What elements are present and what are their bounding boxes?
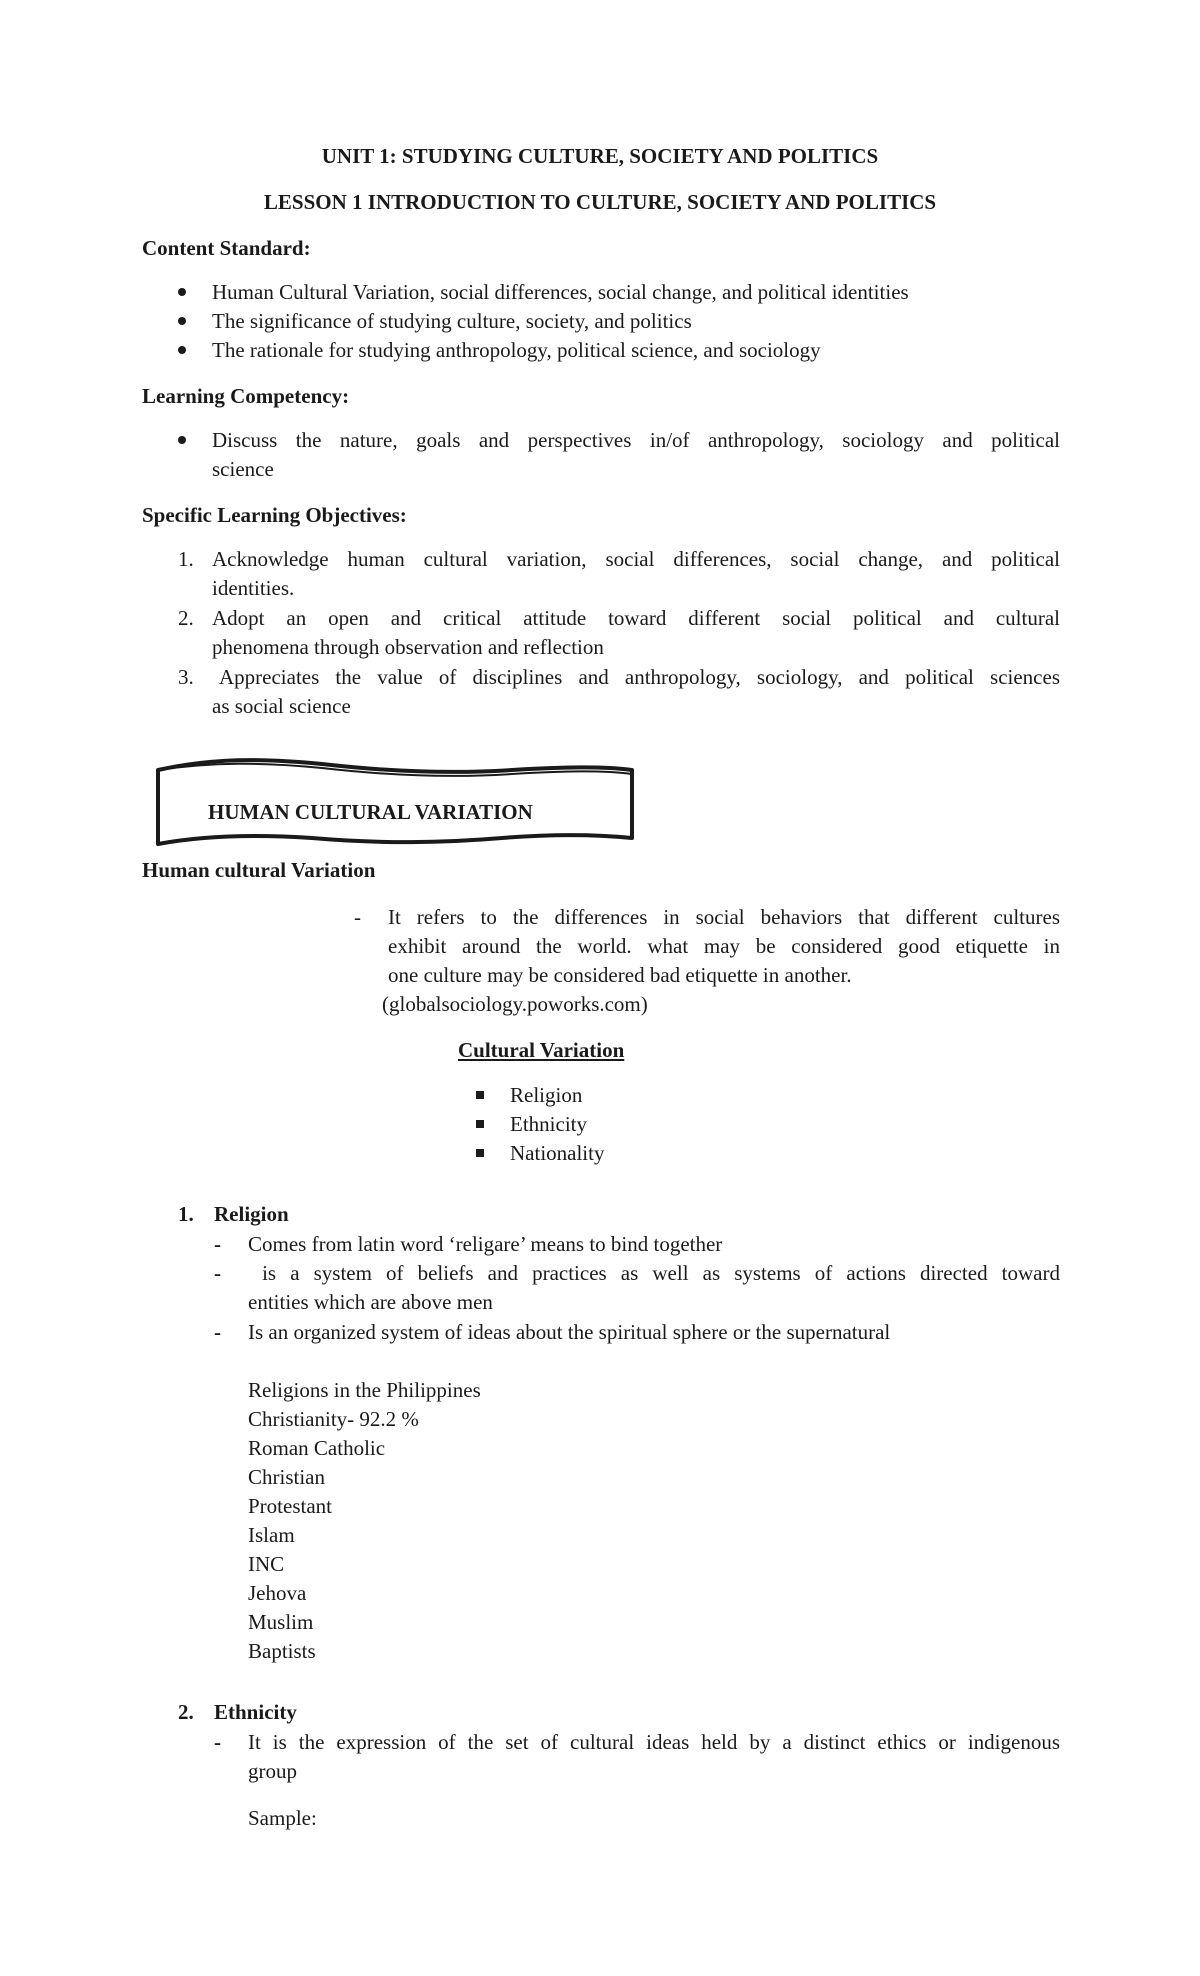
bullet-dot-icon bbox=[178, 288, 186, 296]
list-number: 1. bbox=[178, 547, 194, 571]
list-item: The rationale for studying anthropology, political science, and sociology bbox=[212, 338, 821, 362]
list-item: Christian bbox=[248, 1465, 325, 1489]
list-item: Religion bbox=[510, 1083, 583, 1107]
bullet-dot-icon bbox=[178, 436, 186, 444]
list-item: Nationality bbox=[510, 1141, 605, 1165]
hcv-definition-line: It refers to the differences in social behaviors that different cultures bbox=[388, 905, 1060, 929]
bullet-dot-icon bbox=[178, 346, 186, 354]
ethnicity-definition-continuation: group bbox=[248, 1759, 297, 1783]
square-bullet-icon bbox=[476, 1149, 484, 1157]
ethnicity-definition: It is the expression of the set of cultural ideas held by a distinct ethics or indigenous bbox=[248, 1730, 1060, 1754]
religion-point-continuation: entities which are above men bbox=[248, 1290, 493, 1314]
list-item: Appreciates the value of disciplines and anthropology, sociology, and political sciences bbox=[219, 665, 1060, 689]
dash-marker: - bbox=[214, 1320, 221, 1344]
list-item: Islam bbox=[248, 1523, 295, 1547]
ethnicity-sample-label: Sample: bbox=[248, 1806, 317, 1830]
religions-list-title: Religions in the Philippines bbox=[248, 1378, 481, 1402]
hcv-source: (globalsociology.poworks.com) bbox=[382, 992, 648, 1016]
list-item: Ethnicity bbox=[510, 1112, 587, 1136]
list-number: 3. bbox=[178, 665, 194, 689]
hcv-definition-line: exhibit around the world. what may be considered good etiquette in bbox=[388, 934, 1060, 958]
list-item: Christianity- 92.2 % bbox=[248, 1407, 419, 1431]
cultural-variation-heading: Cultural Variation bbox=[458, 1038, 625, 1062]
section-number: 1. bbox=[178, 1202, 194, 1226]
list-item: Adopt an open and critical attitude toward different social political and cultural bbox=[212, 606, 1060, 630]
list-item-continuation: phenomena through observation and reflection bbox=[212, 635, 604, 659]
bullet-dot-icon bbox=[178, 317, 186, 325]
list-item: Jehova bbox=[248, 1581, 307, 1605]
list-item: INC bbox=[248, 1552, 285, 1576]
dash-marker: - bbox=[214, 1261, 221, 1285]
list-item: Human Cultural Variation, social differences, social change, and political identities bbox=[212, 280, 909, 304]
dash-marker: - bbox=[214, 1730, 221, 1754]
religion-heading: Religion bbox=[214, 1202, 289, 1226]
list-item: Muslim bbox=[248, 1610, 314, 1634]
list-item-continuation: identities. bbox=[212, 576, 295, 600]
ethnicity-heading: Ethnicity bbox=[214, 1700, 297, 1724]
square-bullet-icon bbox=[476, 1091, 484, 1099]
square-bullet-icon bbox=[476, 1120, 484, 1128]
list-item: The significance of studying culture, society, and politics bbox=[212, 309, 692, 333]
religion-point: Is an organized system of ideas about the spiritual sphere or the supernatural bbox=[248, 1320, 891, 1344]
list-item: Protestant bbox=[248, 1494, 332, 1518]
learning-competency-heading: Learning Competency: bbox=[142, 384, 350, 408]
banner-label: HUMAN CULTURAL VARIATION bbox=[208, 800, 533, 824]
list-item-continuation: science bbox=[212, 457, 274, 481]
list-item-continuation: as social science bbox=[212, 694, 351, 718]
unit-title: UNIT 1: STUDYING CULTURE, SOCIETY AND POLITICS bbox=[321, 144, 879, 168]
religion-point: is a system of beliefs and practices as well as systems of actions directed toward bbox=[248, 1261, 1060, 1285]
hcv-heading: Human cultural Variation bbox=[142, 858, 376, 882]
list-item: Discuss the nature, goals and perspectives in/of anthropology, sociology and political bbox=[212, 428, 1060, 452]
list-item: Baptists bbox=[248, 1639, 316, 1663]
dash-marker: - bbox=[354, 905, 361, 929]
objectives-heading: Specific Learning Objectives: bbox=[142, 503, 407, 527]
religion-point: Comes from latin word ‘religare’ means to bind together bbox=[248, 1232, 723, 1256]
list-item: Roman Catholic bbox=[248, 1436, 386, 1460]
list-number: 2. bbox=[178, 606, 194, 630]
hcv-definition-line: one culture may be considered bad etiquette in another. bbox=[388, 963, 852, 987]
section-number: 2. bbox=[178, 1700, 194, 1724]
dash-marker: - bbox=[214, 1232, 221, 1256]
lesson-title: LESSON 1 INTRODUCTION TO CULTURE, SOCIETY AND POLITICS bbox=[263, 190, 937, 214]
list-item: Acknowledge human cultural variation, social differences, social change, and political bbox=[212, 547, 1060, 571]
content-standard-heading: Content Standard: bbox=[142, 236, 311, 260]
